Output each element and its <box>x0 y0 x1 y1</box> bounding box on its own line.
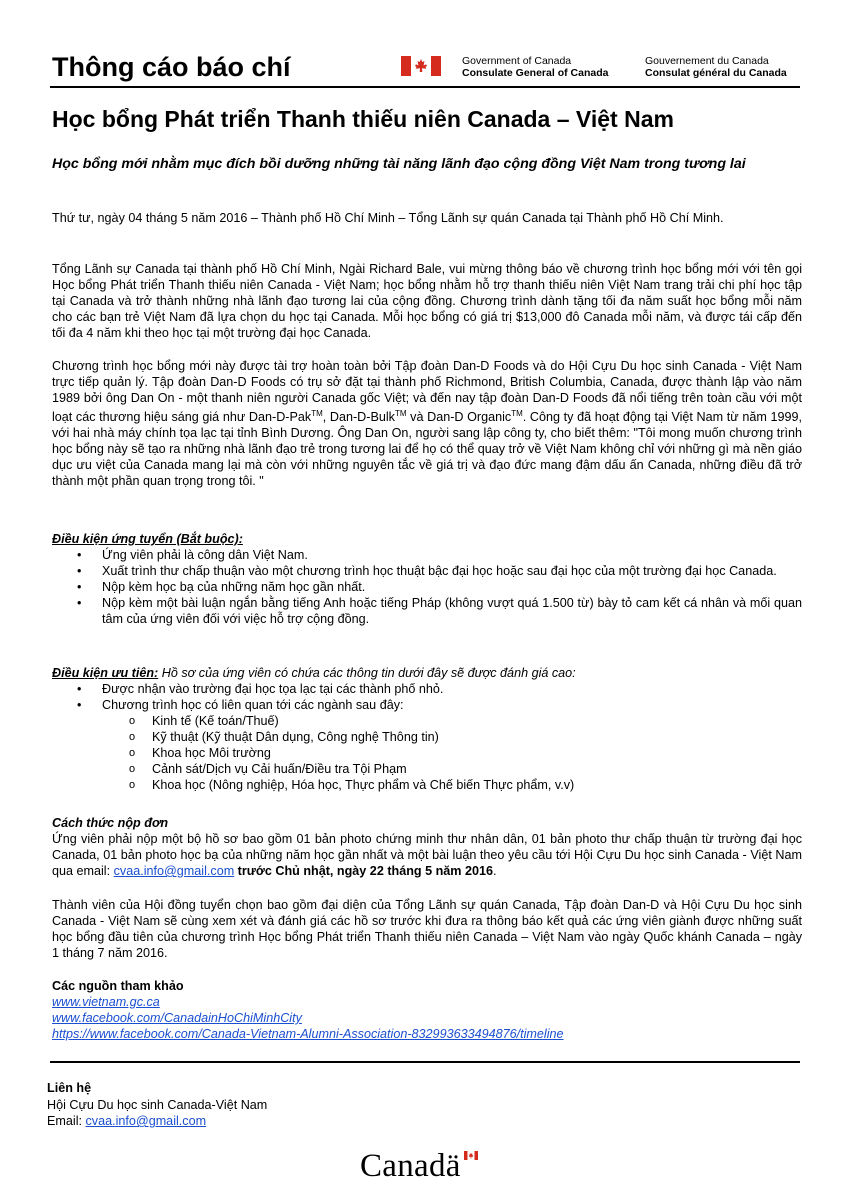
press-release-label: Thông cáo báo chí <box>52 52 291 82</box>
reference-link-vietnam-gc[interactable]: www.vietnam.gc.ca <box>52 995 160 1009</box>
eligibility-heading: Điều kiện ứng tuyển (Bắt buộc): <box>52 532 243 546</box>
references-heading: Các nguồn tham khảo <box>52 979 184 993</box>
gov-en-line2: Consulate General of Canada <box>462 67 609 79</box>
canada-wordmark <box>360 1148 461 1185</box>
circle-bullet-icon: o <box>129 779 136 791</box>
sponsor-text-3: và Dan-D Organic <box>406 410 512 425</box>
list-item: • Xuất trình thư chấp thuận vào một chương trình học thuật bậc đại học hoặc sau đại học của một trường đại học Canada. <box>77 564 777 578</box>
submission-section <box>52 815 802 879</box>
list-item: • Chương trình học có liên quan tới các ngành sau đây: <box>77 698 404 712</box>
sponsor-text-4: . Công ty đã hoạt động tại Việt Nam từ năm 1999, với hai nhà máy chính tọa lạc tại tỉnh Bình Dương. Ông Dan On, người sang lập công ty, cho biết thêm: "Tôi mong muốn chương trình học bổng này sẽ tạo ra những nhà lãnh đạo trẻ trong tương lai để họ có thể quay trở về Việt Nam không chỉ với những gì mà nền giáo dục ưu việt của Canada mang lại mà còn với những nguyên tắc về giá trị và đạo đức mang đậm dấu ấn Canada, những điều đã trở thành một phần quan trọng trong tôi. " <box>52 410 802 489</box>
gouvernement-du-canada-signature <box>645 55 787 79</box>
circle-bullet-icon: o <box>129 715 136 727</box>
preference-intro: Hồ sơ của ứng viên có chứa các thông tin dưới đây sẽ được đánh giá cao: <box>158 666 576 680</box>
sponsor-text-1: Chương trình học bổng mới này được tài trợ hoàn toàn bởi Tập đoàn Dan-D Foods và do Hội Cựu Du học sinh Canada - Việt Nam trực tiếp quản lý. Tập đoàn Dan-D Foods có trụ sở đặt tại thành phố Richmond, British Columbia, Canada, được thành lập vào năm 1989 bởi ông Dan On - một thanh niên người Canada gốc Việt; và đến nay tập đoàn Dan-D Foods đã nổi tiếng trên toàn cầu với một loạt các thương hiệu sáng giá như Dan-D-Pak <box>52 359 802 425</box>
bullet-icon: • <box>77 596 82 610</box>
wordmark-flag-icon <box>464 1151 478 1160</box>
list-item: o Kinh tế (Kế toán/Thuế) <box>129 714 279 728</box>
preference-heading: Điều kiện ưu tiên: <box>52 666 159 680</box>
bullet-icon: • <box>77 548 82 562</box>
submission-text: Ứng viên phải nộp một bộ hồ sơ bao gồm 01 bản photo chứng minh thư nhân dân, 01 bản photo thư chấp thuận từ trường đại học Canada, 01 bản photo học bạ của những năm học gần nhất và một bài luận theo yêu cầu tới Hội Cựu Du học sinh Canada - Việt Nam qua email: cvaa.info@gmail.com trước Chủ nhật, ngày 22 tháng 5 năm 2016. <box>52 832 802 878</box>
contact-section <box>47 1080 267 1130</box>
list-item: o Kỹ thuật (Kỹ thuật Dân dụng, Công nghệ Thông tin) <box>129 730 439 744</box>
preference-heading-line <box>52 665 802 681</box>
bullet-icon: • <box>77 698 82 712</box>
government-of-canada-signature <box>462 55 608 79</box>
list-item: o Khoa học Môi trường <box>129 746 271 760</box>
reference-link-facebook-consulate[interactable]: www.facebook.com/CanadainHoChiMinhCity <box>52 1011 302 1025</box>
preference-list <box>52 681 802 713</box>
eligibility-list <box>52 547 802 627</box>
circle-bullet-icon: o <box>129 763 136 775</box>
eligibility-section <box>52 531 802 627</box>
contact-email-link[interactable]: cvaa.info@gmail.com <box>85 1114 207 1128</box>
preference-section <box>52 665 802 793</box>
selection-paragraph: Thành viên của Hội đồng tuyển chọn bao gồm đại diện của Tổng Lãnh sự quán Canada, Tập đoàn Dan-D và Hội Cựu Du học sinh Canada - Việt Nam sẽ cùng xem xét và đánh giá các hồ sơ trước khi đưa ra thông báo kết quả các ứng viên giành được những suất học bổng đầu tiên của chương trình Học bổng Phát triển Thanh thiếu niên Canada – Việt Nam vào ngày Quốc khánh Canada – ngày 1 tháng 7 năm 2016. <box>52 898 802 960</box>
references-section <box>52 978 802 1042</box>
footer-divider <box>50 1061 800 1063</box>
canada-wordmark-text: Canadä <box>360 1148 461 1184</box>
fields-of-study-list <box>52 713 802 793</box>
list-item: o Cảnh sát/Dịch vụ Cải huấn/Điều tra Tội Phạm <box>129 762 407 776</box>
submission-deadline: trước Chủ nhật, ngày 22 tháng 5 năm 2016 <box>234 864 494 878</box>
bullet-icon: • <box>77 564 82 578</box>
list-item: • Được nhận vào trường đại học tọa lạc tại các thành phố nhỏ. <box>77 682 444 696</box>
sponsor-text-2: , Dan-D-Bulk <box>322 410 395 425</box>
bullet-icon: • <box>77 580 82 594</box>
reference-link-facebook-alumni[interactable]: https://www.facebook.com/Canada-Vietnam-Alumni-Association-832993633494876/timeline <box>52 1027 564 1041</box>
bullet-icon: • <box>77 682 82 696</box>
list-item: • Nộp kèm một bài luận ngắn bằng tiếng Anh hoặc tiếng Pháp (không vượt quá 1.500 từ) bày tỏ cam kết cá nhân và mối quan tâm của ứng viên đối với việc hỗ trợ cộng đồng. <box>77 596 802 626</box>
contact-org: Hội Cựu Du học sinh Canada-Việt Nam <box>47 1097 268 1112</box>
sponsor-paragraph <box>52 358 802 489</box>
list-item: • Ứng viên phải là công dân Việt Nam. <box>77 548 308 562</box>
header-divider <box>50 86 800 88</box>
circle-bullet-icon: o <box>129 731 136 743</box>
contact-heading: Liên hệ <box>47 1081 92 1095</box>
gov-en-line1: Government of Canada <box>462 55 572 67</box>
submission-heading: Cách thức nộp đơn <box>52 816 169 830</box>
gov-fr-line2: Consulat général du Canada <box>645 67 787 79</box>
list-item: o Khoa học (Nông nghiệp, Hóa học, Thực phẩm và Chế biến Thực phẩm, v.v) <box>129 778 575 792</box>
list-item: • Nộp kèm học bạ của những năm học gần nhất. <box>77 580 366 594</box>
page-title: Học bổng Phát triển Thanh thiếu niên Canada – Việt Nam <box>52 106 674 132</box>
canada-flag-icon <box>401 56 441 76</box>
intro-paragraph: Tổng Lãnh sự Canada tại thành phố Hồ Chí Minh, Ngài Richard Bale, vui mừng thông báo về chương trình học bổng mới với tên gọi Học bổng Phát triển Thanh thiếu niên Canada - Việt Nam; học bổng nhằm hỗ trợ thanh thiếu niên Việt Nam trang trải chi phí học tập tại Canada và trở thành những nhà lãnh đạo tương lai của cộng đồng. Chương trình dành tặng tối đa năm suất học bổng mỗi năm cho các bạn trẻ Việt Nam đã lựa chọn du học tại Canada. Mỗi học bổng có giá trị $13,000 đô Canada mỗi năm, và được tái cấp đến tối đa 4 năm khi theo học tại một trường đại học Canada. <box>52 262 802 340</box>
page-subtitle: Học bổng mới nhằm mục đích bồi dưỡng những tài năng lãnh đạo cộng đồng Việt Nam trong tương lai <box>52 156 746 172</box>
circle-bullet-icon: o <box>129 747 136 759</box>
contact-email-line: Email: cvaa.info@gmail.com <box>47 1114 207 1128</box>
trademark-mark: TM <box>394 409 407 418</box>
trademark-mark: TM <box>511 409 523 418</box>
dateline-paragraph: Thứ tư, ngày 04 tháng 5 năm 2016 – Thành phố Hồ Chí Minh – Tổng Lãnh sự quán Canada tại Thành phố Hồ Chí Minh. <box>52 211 724 225</box>
trademark-mark: TM <box>311 409 323 418</box>
gov-fr-line1: Gouvernement du Canada <box>645 55 769 67</box>
submission-email-link[interactable]: cvaa.info@gmail.com <box>113 864 235 878</box>
